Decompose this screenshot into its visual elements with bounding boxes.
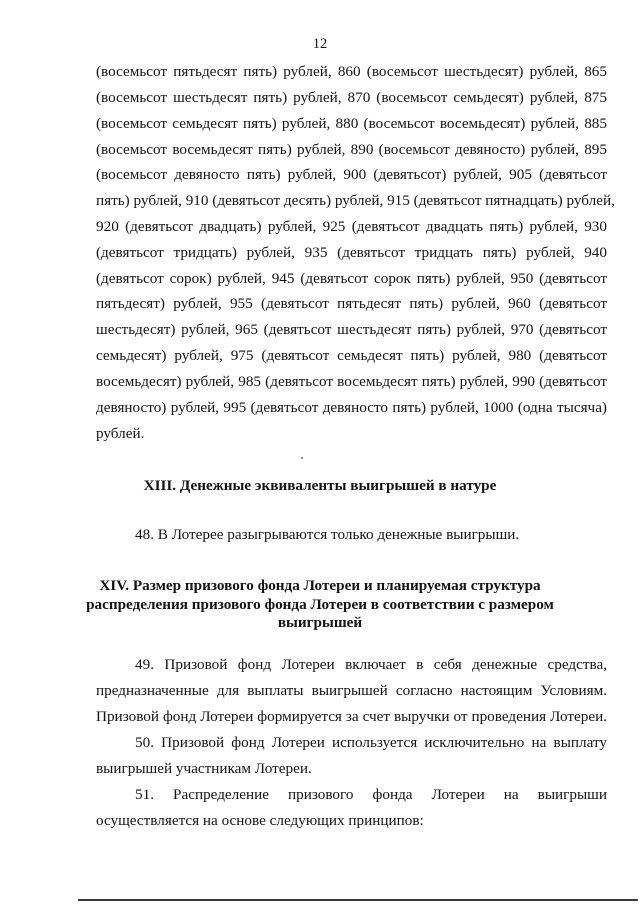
paragraph-line: (восемьсот шестьдесят пять) рублей, 870 (восемьсот семьдесят) рублей, 875 [96,89,607,106]
section-14-heading-line: выигрышей [277,614,363,631]
section-14-heading-line: XIV. Размер призового фонда Лотереи и планируемая структура [99,577,541,594]
paragraph-line: пять) рублей, 910 (девятьсот десять) рублей, 915 (девятьсот пятнадцать) рублей, [96,192,615,209]
paragraph-line: (восемьсот пятьдесят пять) рублей, 860 (восемьсот шестьдесят) рублей, 865 [96,63,607,80]
paragraph-51-line: осуществляется на основе следующих принципов: [96,812,424,829]
paragraph-line: (восемьсот девяносто пять) рублей, 900 (девятьсот) рублей, 905 (девятьсот [96,166,607,183]
paragraph-line: рублей. [96,425,145,442]
paragraph-line: шестьдесят) рублей, 965 (девятьсот шестьдесят пять) рублей, 970 (девятьсот [96,321,607,338]
paragraph-line: (девятьсот сорок) рублей, 945 (девятьсот сорок пять) рублей, 950 (девятьсот [96,270,607,287]
paragraph-49-line: 49. Призовой фонд Лотереи включает в себя денежные средства, [135,656,607,673]
paragraph-line: семьдесят) рублей, 975 (девятьсот семьдесят пять) рублей, 980 (девятьсот [96,347,607,364]
paragraph-line: пятьдесят) рублей, 955 (девятьсот пятьдесят пять) рублей, 960 (девятьсот [96,295,607,312]
section-13-heading: XIII. Денежные эквиваленты выигрышей в натуре [143,477,497,494]
paragraph-50-line: 50. Призовой фонд Лотереи используется исключительно на выплату [135,734,607,751]
paragraph-49-line: предназначенные для выплаты выигрышей согласно настоящим Условиям. [96,682,607,699]
paragraph-line: девяносто) рублей, 995 (девятьсот девяносто пять) рублей, 1000 (одна тысяча) [96,399,607,416]
section-14-heading-line: распределения призового фонда Лотереи в соответствии с размером [86,596,554,613]
page-number: 12 [312,36,328,52]
paragraph-51-line: 51. Распределение призового фонда Лотереи на выигрыши [135,786,607,803]
paragraph-line: восемьдесят) рублей, 985 (девятьсот восемьдесят пять) рублей, 990 (девятьсот [96,373,607,390]
paragraph-line: (девятьсот тридцать) рублей, 935 (девятьсот тридцать пять) рублей, 940 [96,244,607,261]
paragraph-line: 920 (девятьсот двадцать) рублей, 925 (девятьсот двадцать пять) рублей, 930 [96,218,607,235]
paragraph-49-line: Призовой фонд Лотереи формируется за счет выручки от проведения Лотереи. [96,708,607,725]
scan-dot [301,457,303,459]
paragraph-line: (восемьсот восемьдесят пять) рублей, 890 (восемьсот девяносто) рублей, 895 [96,141,607,158]
paragraph-line: (восемьсот семьдесят пять) рублей, 880 (восемьсот восемьдесят) рублей, 885 [96,115,607,132]
scan-edge-line [78,899,638,901]
paragraph-48: 48. В Лотерее разыгрываются только денежные выигрыши. [135,526,520,543]
paragraph-50-line: выигрышей участникам Лотереи. [96,760,312,777]
